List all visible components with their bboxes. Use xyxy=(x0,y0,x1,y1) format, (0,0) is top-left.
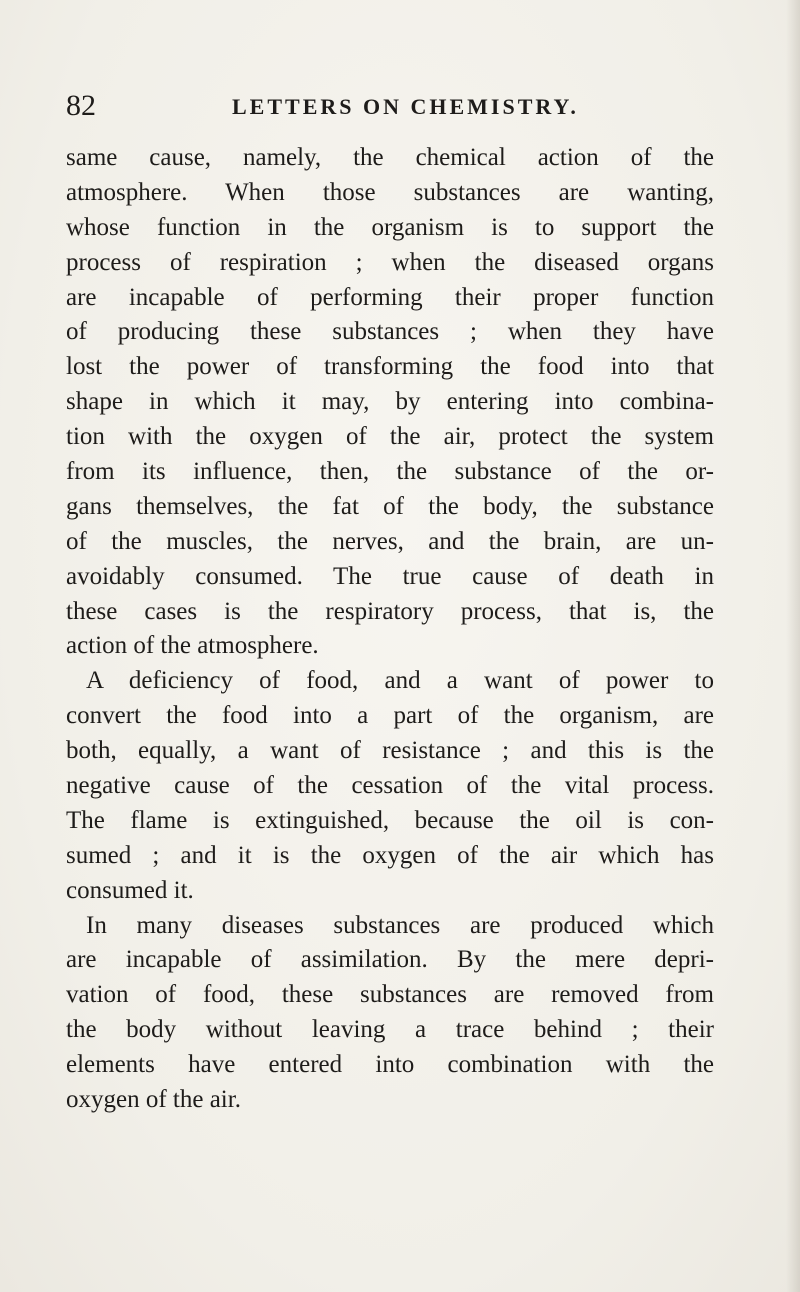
text-line: consumed it. xyxy=(66,876,194,904)
page-edge-shadow xyxy=(786,0,800,1292)
text-line: are incapable of assimilation. By the mere depri- xyxy=(66,946,714,974)
text-line: convert the food into a part of the organism, are xyxy=(66,702,714,730)
text-line: from its influence, then, the substance of the or- xyxy=(66,458,714,486)
text-line: sumed ; and it is the oxygen of the air which has xyxy=(66,841,714,869)
running-title: LETTERS ON CHEMISTRY. xyxy=(232,94,579,119)
text-line: The flame is extinguished, because the oil is con- xyxy=(66,806,714,834)
text-line: are incapable of performing their proper function xyxy=(66,283,714,311)
text-line: action of the atmosphere. xyxy=(66,632,319,660)
text-line: In many diseases substances are produced which xyxy=(86,911,714,939)
text-line: A deficiency of food, and a want of power to xyxy=(86,667,714,695)
text-line: elements have entered into combination with the xyxy=(66,1051,714,1079)
text-line: atmosphere. When those substances are wanting, xyxy=(66,178,714,206)
text-line: tion with the oxygen of the air, protect the system xyxy=(66,423,714,451)
page-number: 82 xyxy=(66,89,96,122)
text-line: both, equally, a want of resistance ; and this is the xyxy=(66,737,714,765)
text-line: whose function in the organism is to support the xyxy=(66,213,714,241)
text-line: negative cause of the cessation of the vital process. xyxy=(66,772,714,800)
text-line: oxygen of the air. xyxy=(66,1086,241,1114)
body-text xyxy=(66,141,714,1118)
text-line: these cases is the respiratory process, that is, the xyxy=(66,597,714,625)
text-line: the body without leaving a trace behind ; their xyxy=(66,1016,714,1044)
text-line: of producing these substances ; when they have xyxy=(66,318,714,346)
running-header xyxy=(66,86,736,126)
text-line: avoidably consumed. The true cause of death in xyxy=(66,562,714,590)
text-line: vation of food, these substances are removed from xyxy=(66,981,714,1009)
text-line: shape in which it may, by entering into combina- xyxy=(66,388,714,416)
text-line: gans themselves, the fat of the body, the substance xyxy=(66,492,714,520)
text-line: of the muscles, the nerves, and the brain, are un- xyxy=(66,527,714,555)
text-line: same cause, namely, the chemical action of the xyxy=(66,144,714,171)
text-line: lost the power of transforming the food into that xyxy=(66,353,714,381)
text-line: process of respiration ; when the diseased organs xyxy=(66,248,714,276)
